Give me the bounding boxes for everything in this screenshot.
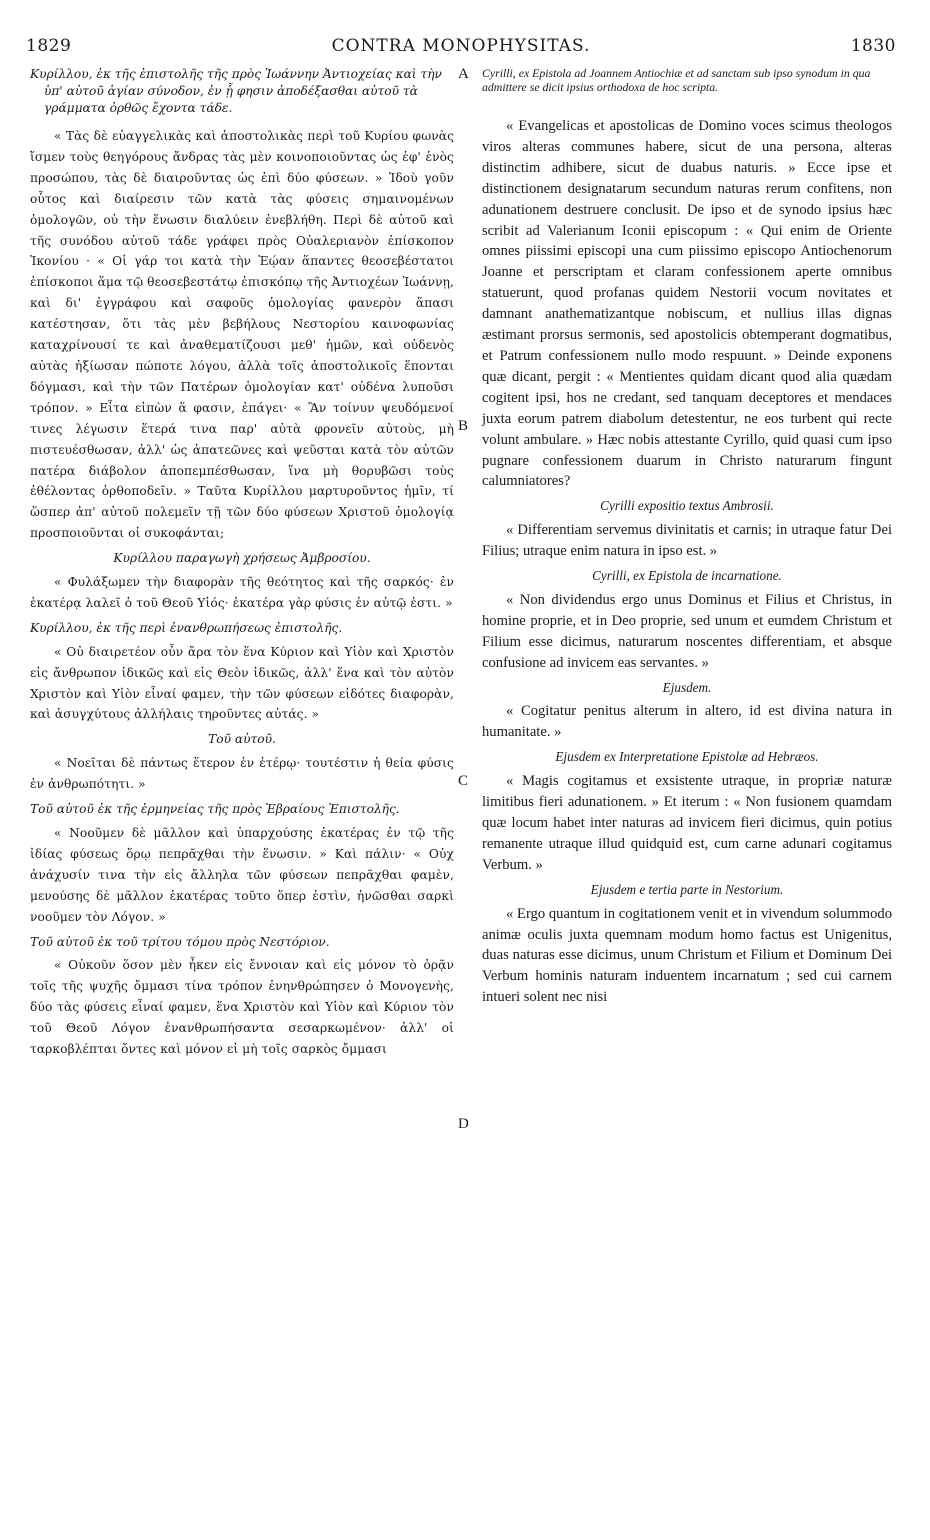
running-header <box>26 36 896 60</box>
greek-heading-2: Κυρίλλου παραγωγὴ χρήσεως Ἀμβροσίου. <box>113 551 371 566</box>
latin-heading-3: Cyrilli, ex Epistola de incarnatione. <box>592 568 782 584</box>
greek-heading-5: Τοῦ αὐτοῦ ἐκ τῆς ἑρμηνείας τῆς πρὸς Ἑβραίους Ἐπιστολῆς. <box>30 802 400 817</box>
latin-heading-1: Cyrilli, ex Epistola ad Joannem Antiochiæ et ad sanctam sub ipso synodum in qua admittere se dicit ipsius orthodoxa de hoc scripta. <box>482 66 871 94</box>
right-page-number: 1830 <box>850 36 896 56</box>
latin-paragraph-6: « Ergo quantum in cogitationem venit et in vivendum solummodo animæ oculis juxta quemnam modum homo factus est Unigenitus, duas naturas esse dicimus, unum Christum et Filium et Dominum Dei Verbum hominis naturam induentem incarnatum ; sed cui carnem intueri solent nec nisi <box>482 905 892 1006</box>
latin-heading-2: Cyrilli expositio textus Ambrosii. <box>600 498 774 514</box>
greek-heading-1: Κυρίλλου, ἐκ τῆς ἐπιστολῆς τῆς πρὸς Ἰωάννην Ἀντιοχείας καὶ τὴν ὑπ' αὐτοῦ ἁγίαν σύνοδον, ἐν ᾗ φησιν ἀποδέξασθαι αὐτοῦ τὰ γράμματα ὀρθῶς ἔχοντα τάδε. <box>30 67 442 115</box>
greek-heading-6: Τοῦ αὐτοῦ ἐκ τοῦ τρίτου τόμου πρὸς Νεστόριον. <box>30 934 330 949</box>
greek-paragraph-6: « Οὐκοῦν ὅσον μὲν ἧκεν εἰς ἔννοιαν καὶ εἰς μόνον τὸ ὁρᾷν τοῖς τῆς ψυχῆς ὄμμασι τίνα τρόπον ἐνηνθρώπησεν ὁ Μονογενὴς, δύο τὰς φύσεις εἶναί φαμεν, ἕνα Χριστὸν καὶ Υἱὸν καὶ Κύριον τὸν τοῦ Θεοῦ Λόγον ἐνανθρωπήσαντα σεσαρκωμένον· ἀλλ' οἱ ταρκοβλέπται ὄντες καὶ μόνον εἰ μὴ τοῖς σαρκὸς ὄμμασι <box>30 958 454 1057</box>
latin-paragraph-4: « Cogitatur penitus alterum in altero, id est divina natura in humanitate. » <box>482 703 892 741</box>
running-title: CONTRA MONOPHYSITAS. <box>331 36 591 56</box>
latin-column <box>482 66 892 1012</box>
greek-paragraph-5: « Νοοῦμεν δὲ μᾶλλον καὶ ὑπαρχούσης ἑκατέρας ἐν τῷ τῆς ἰδίας φύσεως ὅρῳ πεπρᾶχθαι τὴν ἕνωσιν. » Καὶ πάλιν· « Οὐχ ἀνάχυσίν τινα τὴν εἰς ἄλληλα τῶν φύσεων πεπρᾶχθαι φαμὲν, μενούσης δὲ μᾶλλον ἑκατέρας τοῦτο ὅπερ ἐστὶν, ἡνῶσθαι σαρκὶ νοοῦμεν τὸν Λόγον. » <box>30 826 454 924</box>
greek-column <box>30 66 454 1064</box>
greek-paragraph-3: « Οὐ διαιρετέον οὖν ἄρα τὸν ἕνα Κύριον καὶ Υἱὸν καὶ Χριστὸν εἰς ἄνθρωπον ἰδικῶς καὶ εἰς Θεὸν ἰδικῶς, ἀλλ' ἕνα καὶ τὸν αὐτὸν Χριστὸν καὶ Υἱὸν εἶναί φαμεν, τὴν τῶν φύσεων εἰδότες διαφορὰν, καὶ ἀσυγχύτους ἀλλήλαις τηροῦντες αὐτάς. » <box>30 644 454 722</box>
latin-heading-5: Ejusdem ex Interpretatione Epistolæ ad Hebræos. <box>555 749 819 765</box>
greek-heading-3: Κυρίλλου, ἐκ τῆς περὶ ἐνανθρωπήσεως ἐπιστολῆς. <box>30 620 343 635</box>
margin-marker-d: D <box>458 1116 469 1132</box>
margin-marker-b: B <box>458 418 469 434</box>
margin-marker-c: C <box>458 773 469 789</box>
latin-paragraph-5: « Magis cogitamus et exsistente utraque, in propriæ naturæ limitibus fieri adunationem. » Et iterum : « Non fusionem quamdam quæ locum habet inter naturas ad invicem fieri dicimus, quin potius remanente utraque illud quidquid est, cum carne adunari cogitamus Verbum. » <box>482 773 892 873</box>
latin-paragraph-1: « Evangelicas et apostolicas de Domino voces scimus theologos viros alteras communes habere, sicut de una persona, alteras distinctim adhibere, sicut de duabus naturis. » Ecce ipse et distinctionem designatarum secundum naturas rerum confitens, non adunationem destruere conclusit. De ipso et de synodo ipsius hæc scribit ad Valerianum Iconii episcopum : « Qui enim de Oriente omnes piissimi episcopi una cum piissimo episcopo Antiochenorum Joanne et perscriptam et claram confessionem aperte omnibus statuerunt, quod profanas quidem Nestorii vocum novitates et damnant anathematizantque nobiscum, et nullius illas dignas æstimant prorsus sermonis, sed apostolicis obtemperant dogmatibus, et Patrum confessionem nullo modo respuunt. » Deinde exponens quæ dicant, pergit : « Mentientes quidam dicant quod alia quædam cogitent ipsi, hos ne credant, sed tanquam deceptores et mendaces juxta eorum patrem diabolum detestentur, ne eos turbent qui recte volunt ambulare. » Hæc nobis attestante Cyrillo, quid quasi cum ipso pugnare confessionem duarum in Christo naturarum fingunt calumniatores? <box>482 118 892 490</box>
greek-heading-4: Τοῦ αὐτοῦ. <box>208 732 276 747</box>
latin-heading-6: Ejusdem e tertia parte in Nestorium. <box>590 881 784 897</box>
left-page-number: 1829 <box>26 36 72 56</box>
greek-paragraph-4: « Νοεῖται δὲ πάντως ἕτερον ἐν ἑτέρῳ· τουτέστιν ἡ θεία φύσις ἐν ἀνθρωπότητι. » <box>30 756 454 792</box>
greek-paragraph-2: « Φυλάξωμεν τὴν διαφορὰν τῆς θεότητος καὶ τῆς σαρκός· ἐν ἑκατέρᾳ λαλεῖ ὁ τοῦ Θεοῦ Υἱός· ἑκατέρα γὰρ φύσις ἐν αὐτῷ ἐστι. » <box>30 575 454 610</box>
greek-paragraph-1: « Τὰς δὲ εὐαγγελικὰς καὶ ἀποστολικὰς περὶ τοῦ Κυρίου φωνὰς ἴσμεν τοὺς θεηγόρους ἄνδρας τὰς μὲν κοινοποιοῦντας ὡς ἐφ' ἑνὸς προσώπου, τὰς δὲ διαιροῦντας ὡς ἐπὶ δύο φύσεων. » Ἰδοὺ γοῦν οὗτος καὶ διαίρεσιν τῶν κατὰ τὰς φύσεις σημαινομένων ὁμολογῶν, οὐ τὴν ἕνωσιν διαλύειν ἐνεβλήθη. Περὶ δὲ αὐτοῦ καὶ τῆς συνόδου αὐτοῦ τάδε γράφει πρὸς Οὐαλεριανὸν ἐπίσκοπον Ἰκονίου · « Οἱ γάρ τοι κατὰ τὴν Ἑῴαν ἅπαντες θεοσεβέστατοι ἐπίσκοποι ἅμα τῷ θεοσεβεστάτῳ ἐπισκόπῳ τῆς Ἀντιοχέων Ἰωάννῃ, καὶ δι' ἐγγράφου καὶ σαφοῦς ὁμολογίας φανερὸν ἅπασι κατέστησαν, ὅτι τὰς μὲν βεβήλους Νεστορίου καινοφωνίας καταχρίνουσί τε καὶ ἀναθεματίζουσι μεθ' ἡμῶν, καὶ οὐδενὸς αὐτὰς ἠξίωσαν πώποτε λόγου, ἀλλὰ τοῖς ἀποστολικοῖς ἕπονται δόγμασι, καὶ τὴν τῶν Πατέρων ὁμολογίαν κατ' οὐδένα λυποῦσι τρόπον. » Εἶτα εἰπὼν ἅ φασιν, ἐπάγει· « Ἂν τοίνυν ψευδόμενοί τινες λέγωσιν ἕτερά τινα παρ' αὐτὰ φρονεῖν αὐτοὺς, μὴ πιστευέσθωσαν, ἀλλ' ὡς ἀπατεῶνες καὶ ψεῦσται κατὰ τὸν αὐτῶν πατέρα διάβολον ἀποπεμπέσθωσαν, ἵνα μὴ θορυβῶσι τοὺς ἐθέλοντας ὀρθοποδεῖν. » Ταῦτα Κυρίλλου μαρτυροῦντος ἡμῖν, τί ὥσπερ ἀπ' αὐτοῦ πολεμεῖν τῇ τῶν δύο φύσεων Χριστοῦ ὁμολογίᾳ προσποιοῦνται οἱ συκοφάνται; <box>30 129 454 541</box>
latin-paragraph-2: « Differentiam servemus divinitatis et carnis; in utraque fatur Dei Filius; utraque enim natura in ipso est. » <box>482 522 892 560</box>
margin-marker-a: A <box>458 66 469 82</box>
latin-heading-4: Ejusdem. <box>662 679 712 695</box>
latin-paragraph-3: « Non dividendus ergo unus Dominus et Filius et Christus, in homine proprie, et in Deo proprie, sed unum et eumdem Christum et Filium esse dicimus, naturarum noscentes differentiam, et absque confusione ad invicem eas servantes. » <box>482 591 892 671</box>
